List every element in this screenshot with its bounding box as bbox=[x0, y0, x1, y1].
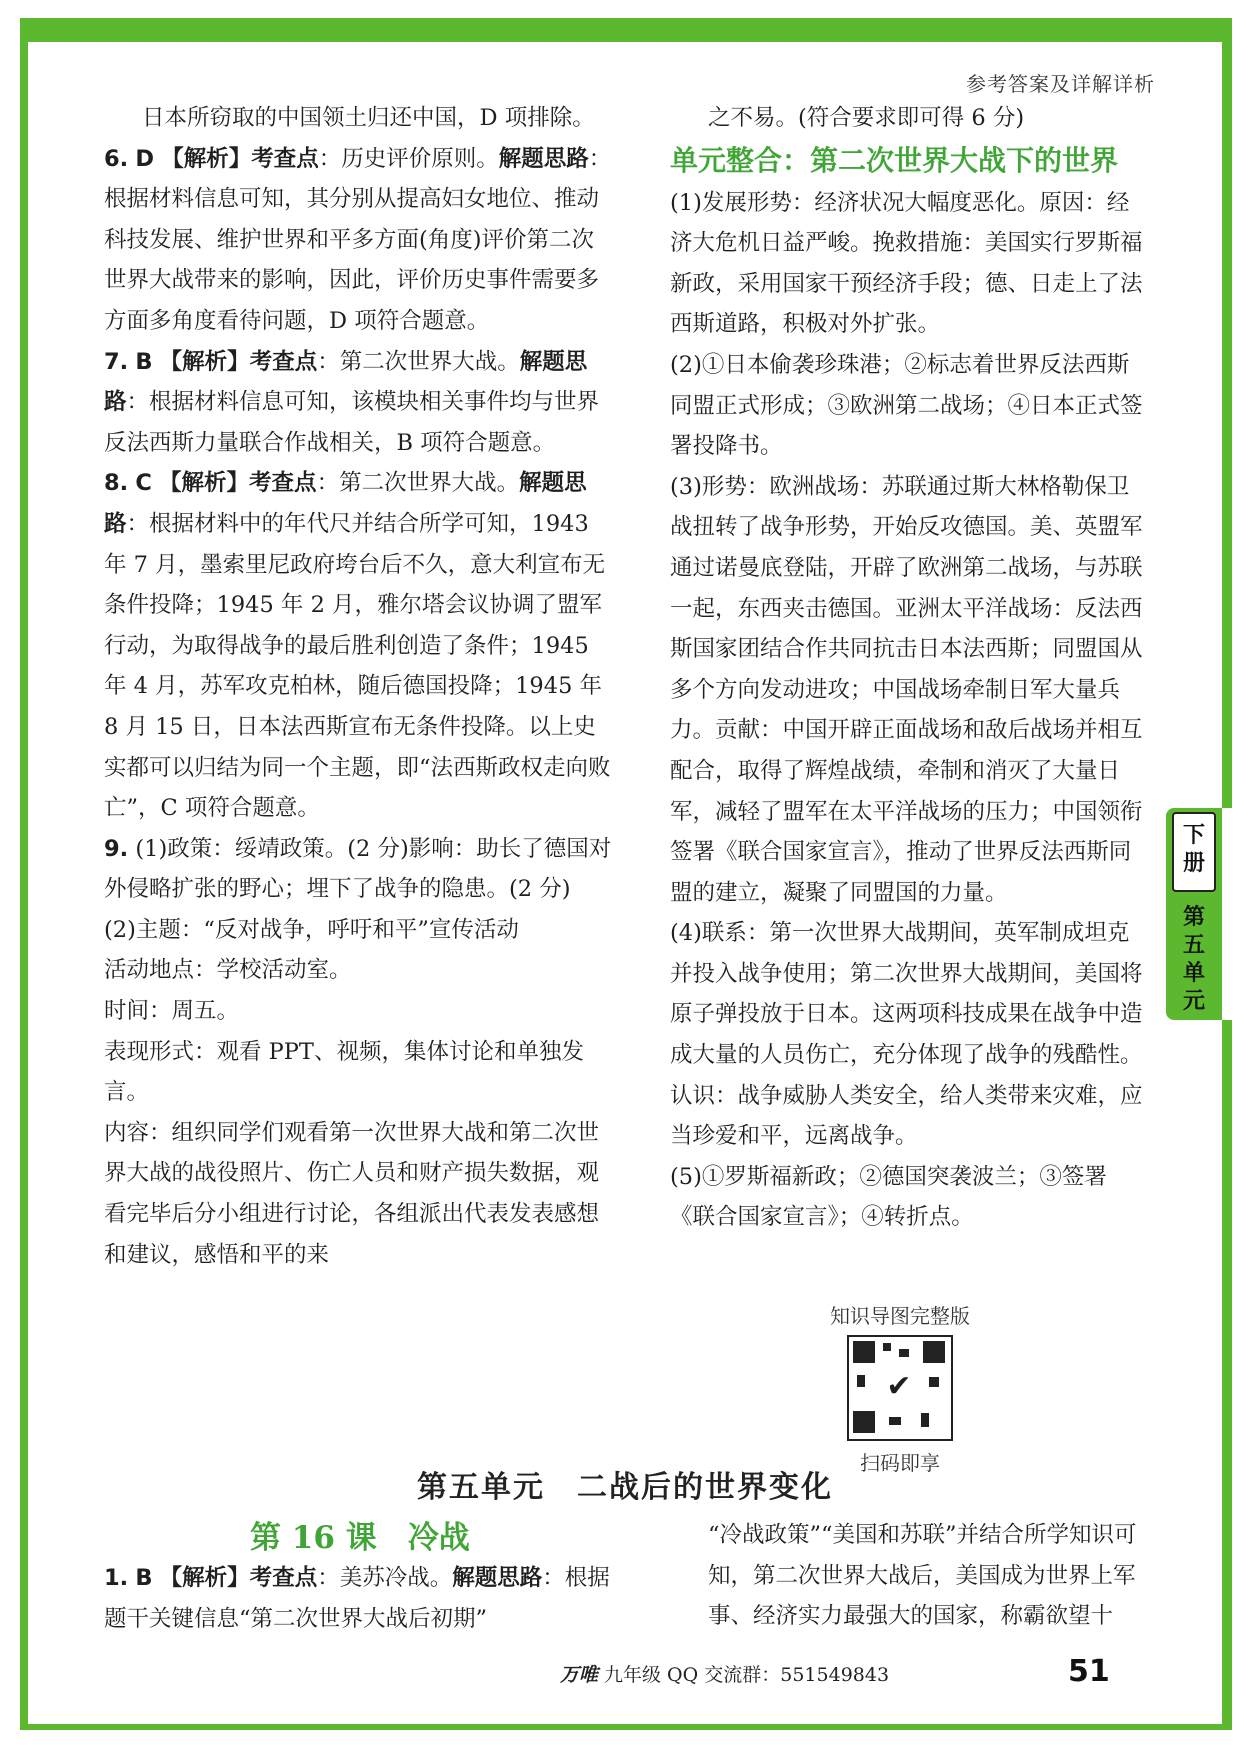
answer-letter: B bbox=[135, 1565, 153, 1591]
q9-part1: (1)政策：绥靖政策。(2 分)影响：助长了德国对外侵略扩张的野心；埋下了战争的隐患。(2 分) bbox=[104, 835, 612, 903]
left-column bbox=[104, 98, 614, 1275]
lesson-title: 第 16 课 冷战 bbox=[250, 1520, 470, 1556]
q9-place: 活动地点：学校活动室。 bbox=[104, 957, 352, 984]
volume-label: 下册 bbox=[1172, 812, 1216, 892]
analysis-tag: 【解析】 bbox=[159, 470, 250, 497]
answer-letter: D bbox=[135, 145, 155, 172]
answer-letter: C bbox=[135, 470, 152, 497]
top-green-border bbox=[20, 18, 1230, 42]
integration-part5: (5)①罗斯福新政；②德国突袭波兰；③签署《联合国家宣言》；④转折点。 bbox=[670, 1163, 1107, 1231]
key-point-label: 考查点 bbox=[251, 145, 319, 172]
qr-code-icon[interactable] bbox=[847, 1335, 953, 1441]
qr-caption: 扫码即享 bbox=[860, 1451, 940, 1475]
unit-label: 第五单元 bbox=[1182, 905, 1205, 1014]
key-point-text: ：第二次世界大战。 bbox=[316, 470, 520, 497]
analysis-tag: 【解析】 bbox=[159, 1565, 250, 1591]
integration-part1: (1)发展形势：经济状况大幅度恶化。原因：经济大危机日益严峻。挽救措施：美国实行罗斯福新政，采用国家干预经济手段；德、日走上了法西斯道路，积极对外扩张。 bbox=[670, 189, 1143, 338]
key-point-label: 考查点 bbox=[249, 470, 317, 497]
integration-part3: (3)形势：欧洲战场：苏联通过斯大林格勒保卫战扭转了战争形势，开始反攻德国。美、英盟军通过诺曼底登陆，开辟了欧洲第二战场，与苏联一起，东西夹击德国。亚洲太平洋战场：反法西斯国家团结合作共同抗击日本法西斯；同盟国从多个方向发动进攻；中国战场牵制日军大量兵力。贡献：中国开辟正面战场和敌后战场并相互配合，取得了辉煌战绩，牵制和消灭了大量日军，减轻了盟军在太平洋战场的压力；中国领衔签署《联合国家宣言》，推动了世界反法西斯同盟的建立，凝聚了同盟国的力量。 bbox=[670, 473, 1143, 906]
analysis-tag: 【解析】 bbox=[159, 348, 250, 375]
check-icon: ✔ bbox=[881, 1369, 917, 1405]
side-tab bbox=[1166, 808, 1222, 1020]
q9-theme: (2)主题：“反对战争，呼吁和平”宣传活动 bbox=[104, 916, 519, 943]
question-7 bbox=[104, 342, 614, 464]
question-number: 1. bbox=[104, 1565, 129, 1591]
question-number: 9. bbox=[104, 835, 129, 862]
question-number: 8. bbox=[104, 470, 129, 497]
right-green-border-top bbox=[1222, 18, 1232, 808]
qr-label: 知识导图完整版 bbox=[830, 1304, 970, 1328]
key-point-text: ：美苏冷战。 bbox=[317, 1565, 453, 1591]
unit-heading: 第五单元 二战后的世界变化 bbox=[417, 1470, 833, 1505]
q9-time: 时间：周五。 bbox=[104, 998, 240, 1025]
question-number: 6. bbox=[104, 145, 129, 172]
section-title: 单元整合：第二次世界大战下的世界 bbox=[670, 143, 1119, 177]
lesson16-continued bbox=[670, 1515, 1150, 1637]
continued-line: 日本所窃取的中国领土归还中国，D 项排除。 bbox=[142, 105, 595, 131]
key-point-label: 考查点 bbox=[249, 1565, 318, 1591]
answer-letter: B bbox=[135, 348, 153, 375]
footer-text: 九年级 QQ 交流群：551549843 bbox=[604, 1664, 890, 1686]
continued-text: “冷战政策”“美国和苏联”并结合所学知识可知，第二次世界大战后，美国成为世界上军事、经济实力最强大的国家，称霸欲望十 bbox=[708, 1522, 1137, 1630]
answer-body: ：根据题干关键信息“第二次世界大战后初期” bbox=[104, 1565, 610, 1632]
bottom-green-border bbox=[20, 1724, 1232, 1730]
right-green-border-bottom bbox=[1222, 1020, 1232, 1728]
continued-line: 之不易。(符合要求即可得 6 分) bbox=[708, 105, 1025, 131]
idea-label: 解题思路 bbox=[104, 470, 587, 537]
q9-form: 表现形式：观看 PPT、视频，集体讨论和单独发言。 bbox=[104, 1038, 584, 1106]
integration-part2: (2)①日本偷袭珍珠港；②标志着世界反法西斯同盟正式形成；③欧洲第二战场；④日本正式签署投降书。 bbox=[670, 351, 1143, 460]
brand-logo: 万唯 bbox=[560, 1664, 599, 1686]
key-point-text: ：历史评价原则。 bbox=[318, 145, 499, 172]
page-number: 51 bbox=[1068, 1654, 1110, 1689]
right-column bbox=[670, 98, 1150, 1238]
answer-body: ：根据材料中的年代尺并结合所学可知，1943 年 7 月，墨索里尼政府垮台后不久，意大利宣布无条件投降；1945 年 2 月，雅尔塔会议协调了盟军行动，为取得战争的最后胜利创造了条件；1945 年 4 月，苏军攻克柏林，随后德国投降；1945 年 8 月 15 日，日本法西斯宣布无条件投降。以上史实都可以归结为同一个主题，即“法西斯政权走向败亡”，C 项符合题意。 bbox=[104, 510, 611, 822]
question-number: 7. bbox=[104, 348, 129, 375]
key-point-text: ：第二次世界大战。 bbox=[317, 348, 520, 375]
idea-label: 解题思路 bbox=[452, 1565, 543, 1591]
footer bbox=[560, 1660, 889, 1687]
question-6 bbox=[104, 139, 614, 342]
answer-body: ：根据材料信息可知，其分别从提高妇女地位、推动科技发展、维护世界和平多方面(角度)评价第二次世界大战带来的影响，因此，评价历史事件需要多方面多角度看待问题，D 项符合题意。 bbox=[104, 145, 612, 334]
lesson16-question-1 bbox=[104, 1558, 614, 1639]
q9-content: 内容：组织同学们观看第一次世界大战和第二次世界大战的战役照片、伤亡人员和财产损失数据，观看完毕后分小组进行讨论，各组派出代表发表感想和建议，感悟和平的来 bbox=[104, 1119, 600, 1268]
question-9 bbox=[104, 829, 614, 910]
question-8 bbox=[104, 463, 614, 828]
analysis-tag: 【解析】 bbox=[161, 145, 252, 172]
idea-label: 解题思路 bbox=[498, 145, 589, 172]
page-header: 参考答案及详解详析 bbox=[966, 72, 1155, 96]
idea-label: 解题思路 bbox=[104, 348, 588, 416]
key-point-label: 考查点 bbox=[249, 348, 318, 375]
integration-part4: (4)联系：第一次世界大战期间，英军制成坦克并投入战争使用；第二次世界大战期间，美国将原子弹投放于日本。这两项科技成果在战争中造成大量的人员伤亡，充分体现了战争的残酷性。认识：战争威胁人类安全，给人类带来灾难，应当珍爱和平，远离战争。 bbox=[670, 920, 1143, 1150]
answer-body: ：根据材料信息可知，该模块相关事件均与世界反法西斯力量联合作战相关，B 项符合题意。 bbox=[104, 389, 600, 456]
qr-block bbox=[810, 1300, 990, 1476]
